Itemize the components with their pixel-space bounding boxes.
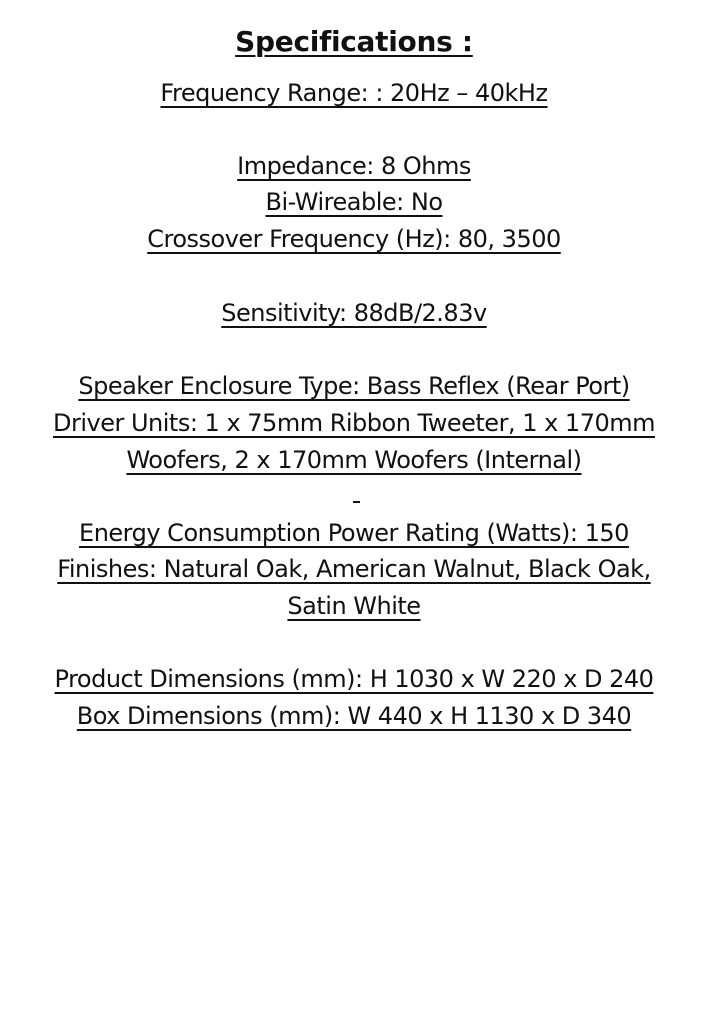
spec-box-dimensions: Box Dimensions (mm): W 440 x H 1130 x D 340 [76,702,632,730]
spec-driver-units-continued: Woofers, 2 x 170mm Woofers (Internal) [126,446,582,474]
spec-driver-units: Driver Units: 1 x 75mm Ribbon Tweeter, 1 x 170mm [53,409,655,437]
spec-frequency-range: Frequency Range: : 20Hz – 40kHz [160,79,548,107]
spec-sensitivity: Sensitivity: 88dB/2.83v [221,299,487,327]
spec-impedance: Impedance: 8 Ohms [237,152,471,180]
page-title: Specifications : [235,25,473,58]
spec-finishes: Finishes: Natural Oak, American Walnut, Black Oak, [57,555,651,583]
spec-crossover-frequency: Crossover Frequency (Hz): 80, 3500 [147,225,561,253]
spec-enclosure-type: Speaker Enclosure Type: Bass Reflex (Rear Port) [78,372,630,400]
separator-dash [353,501,360,503]
spec-finishes-continued: Satin White [287,592,421,620]
spec-bi-wireable: Bi-Wireable: No [265,188,443,216]
spec-power-rating: Energy Consumption Power Rating (Watts): 150 [79,519,629,547]
spec-product-dimensions: Product Dimensions (mm): H 1030 x W 220 x D 240 [54,665,654,693]
